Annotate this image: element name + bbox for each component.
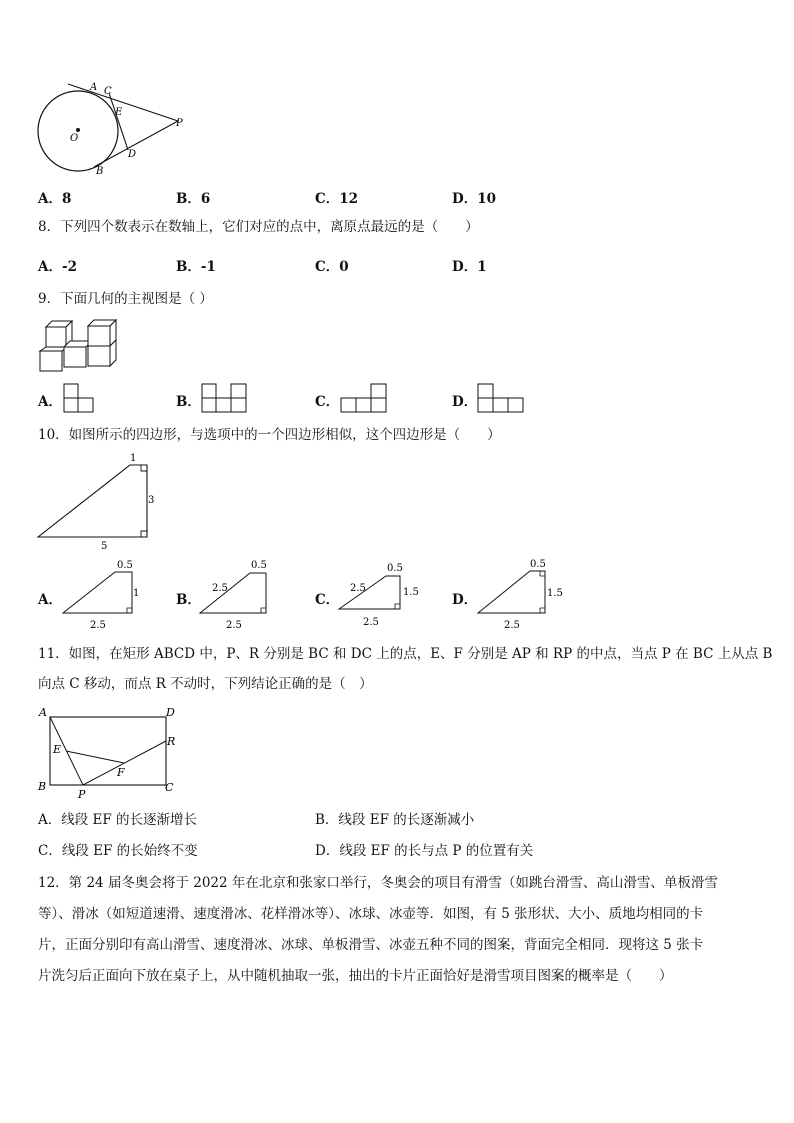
q12-stem-line1: 12．第 24 届冬奥会将于 2022 年在北京和张家口举行，冬奥会的项目有滑雪（如跳台滑雪、高山滑雪、单板滑雪: [38, 875, 718, 891]
q11-label-E: E: [53, 743, 62, 756]
q7-label-C: C: [104, 86, 112, 97]
q8-option-a: A．-2: [38, 259, 77, 275]
q10-b-label-slant: 2.5: [212, 583, 228, 594]
q12-stem-line2: 等）、滑冰（如短道速滑、速度滑冰、花样滑冰等）、冰球、冰壶等．如图，有 5 张形状、大小、质地均相同的卡: [38, 906, 704, 922]
q9-stem: 9．下面几何的主视图是（ ）: [38, 291, 213, 307]
q10-c-label-top: 0.5: [387, 563, 403, 574]
q10-main-label-top: 1: [130, 453, 137, 464]
q10-a-label-top: 0.5: [117, 560, 133, 571]
q10-option-b: B．: [176, 592, 201, 608]
q10-option-c: C．: [315, 592, 340, 608]
q11-option-b: B．线段 EF 的长逐渐减小: [315, 812, 475, 828]
q10-d-label-side: 1.5: [547, 588, 563, 599]
q9-option-a: A．: [38, 394, 62, 410]
q7-label-E: E: [115, 107, 123, 118]
q7-option-d: D．10: [452, 191, 496, 207]
q10-c-label-slant: 2.5: [350, 583, 366, 594]
q10-d-label-bottom: 2.5: [504, 620, 520, 631]
q10-main-label-bottom: 5: [101, 541, 108, 552]
q7-option-c: C．12: [315, 191, 359, 207]
q8-option-d: D．1: [452, 259, 487, 275]
q10-a-label-side: 1: [133, 588, 140, 599]
q7-option-b: B．6: [176, 191, 211, 207]
q7-label-A: A: [90, 82, 98, 93]
q8-option-c: C．0: [315, 259, 349, 275]
q7-label-B: B: [96, 166, 104, 177]
q11-label-R: R: [167, 735, 176, 748]
q11-option-c: C．线段 EF 的长始终不变: [38, 843, 198, 859]
q12-stem-line4: 片洗匀后正面向下放在桌子上，从中随机抽取一张，抽出的卡片正面恰好是滑雪项目图案的概率是（ ）: [38, 968, 673, 984]
q10-c-label-bottom: 2.5: [363, 617, 379, 628]
q10-stem: 10．如图所示的四边形，与选项中的一个四边形相似，这个四边形是（ ）: [38, 427, 501, 443]
q11-option-a: A．线段 EF 的长逐渐增长: [38, 812, 198, 828]
q11-stem-line2: 向点 C 移动，而点 R 不动时，下列结论正确的是（ ）: [38, 676, 373, 692]
q11-option-d: D．线段 EF 的长与点 P 的位置有关: [315, 843, 534, 859]
q9-option-c: C．: [315, 394, 340, 410]
q8-stem: 8．下列四个数表示在数轴上，它们对应的点中，离原点最远的是（ ）: [38, 219, 479, 235]
q7-label-D: D: [128, 149, 137, 160]
q11-stem-line1: 11．如图，在矩形 ABCD 中，P、R 分别是 BC 和 DC 上的点，E、F 分别是 AP 和 RP 的中点，当点 P 在 BC 上从点 B: [38, 646, 773, 662]
q7-label-O: O: [70, 133, 79, 144]
q10-b-label-bottom: 2.5: [226, 620, 242, 631]
q11-rectangle-figure: [0, 0, 200, 800]
q11-label-D: D: [166, 706, 175, 719]
q10-a-label-bottom: 2.5: [90, 620, 106, 631]
q10-b-label-top: 0.5: [251, 560, 267, 571]
q11-label-P: P: [78, 788, 86, 801]
q10-d-label-top: 0.5: [530, 559, 546, 570]
q11-label-A: A: [39, 706, 47, 719]
q10-option-d: D．: [452, 592, 478, 608]
q11-label-F: F: [117, 766, 125, 779]
q7-option-a: A．8: [38, 191, 72, 207]
q11-label-C: C: [165, 781, 174, 794]
q7-label-P: P: [176, 118, 183, 129]
q12-stem-line3: 片，正面分别印有高山滑雪、速度滑冰、冰球、单板滑雪、冰壶五种不同的图案，背面完全相同．现将这 5 张卡: [38, 937, 704, 953]
q9-option-d: D．: [452, 394, 478, 410]
q10-c-label-side: 1.5: [403, 587, 419, 598]
q9-option-b: B．: [176, 394, 201, 410]
q10-main-label-right: 3: [148, 495, 155, 506]
q8-option-b: B．-1: [176, 259, 216, 275]
q11-label-B: B: [38, 780, 47, 793]
q10-option-a: A．: [38, 592, 62, 608]
